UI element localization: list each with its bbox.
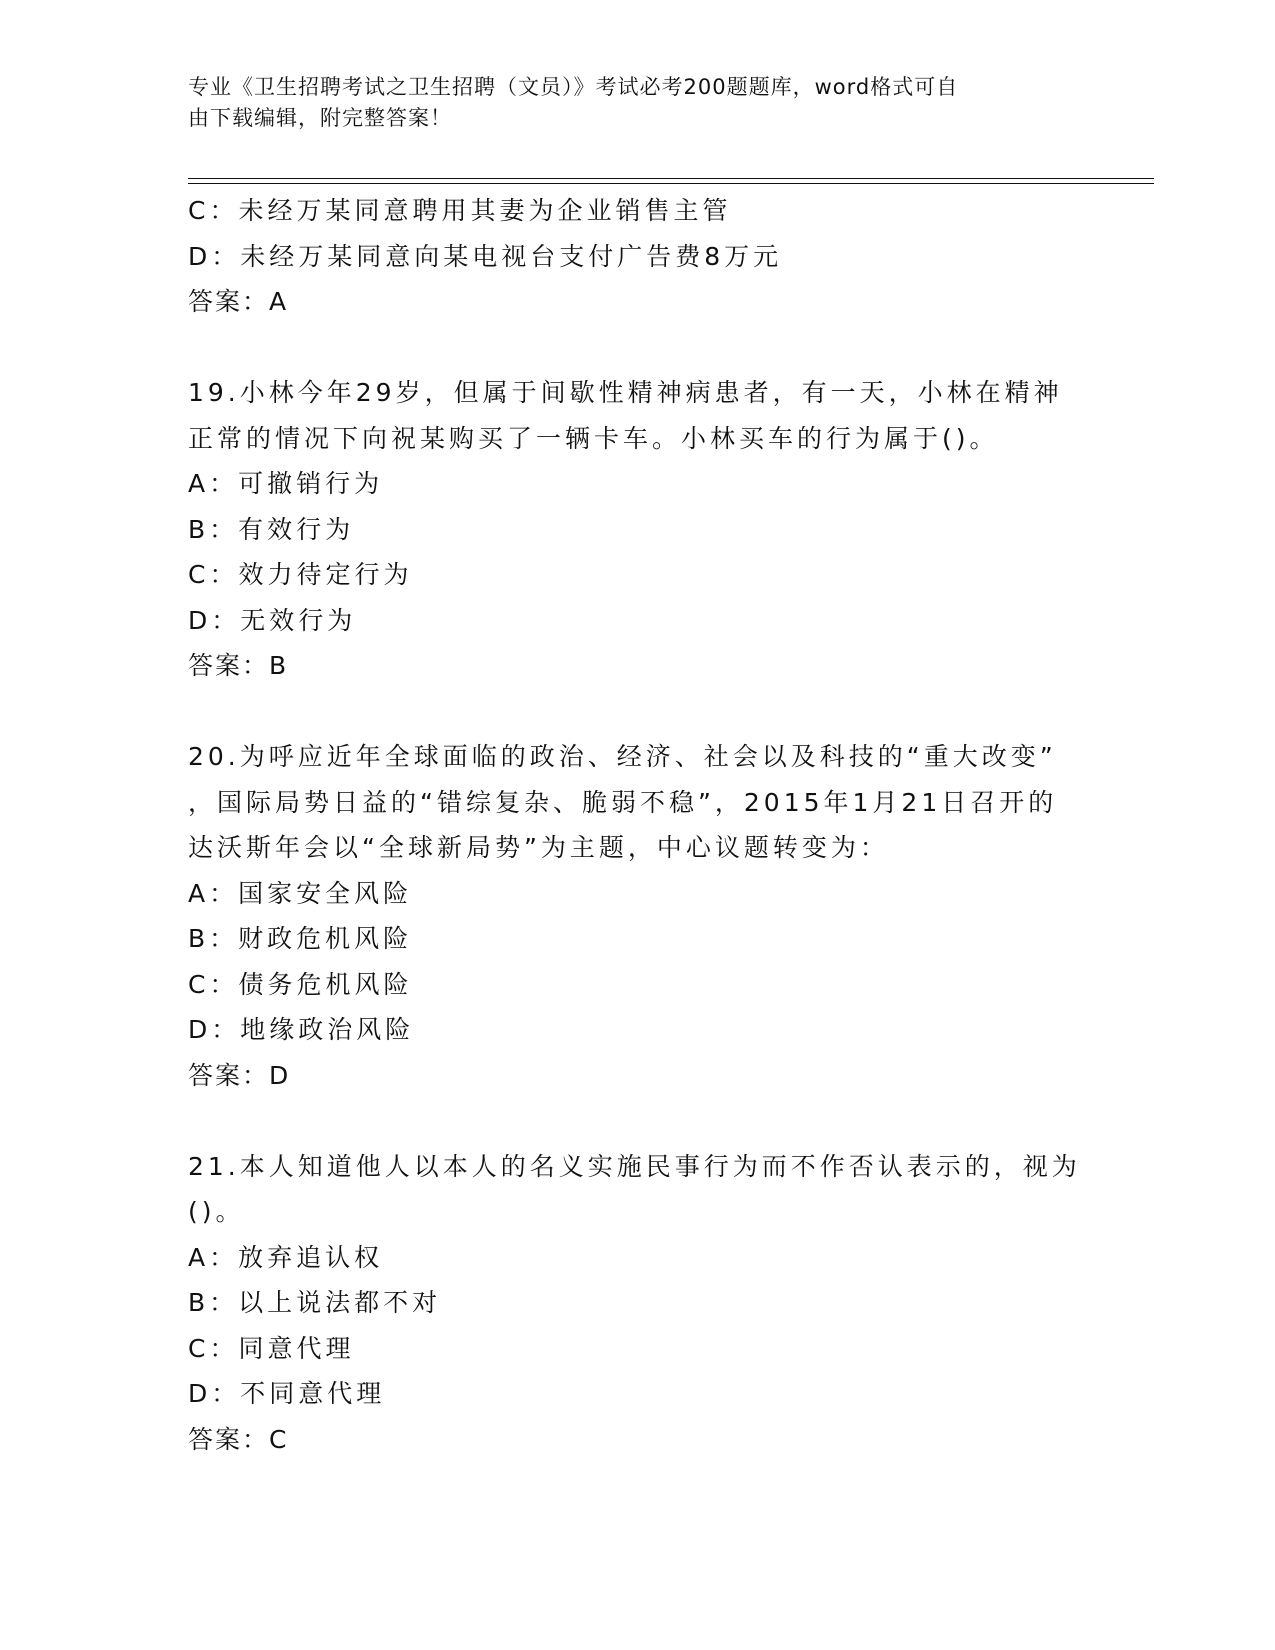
option-c: C：债务危机风险 [188,969,413,999]
spacer [188,689,1088,735]
option-d: D：地缘政治风险 [188,1015,415,1044]
option-c: C：未经万某同意聘用其妻为企业销售主管 [188,196,732,225]
option-b: B：有效行为 [188,514,355,544]
option-c: C：效力待定行为 [188,560,413,589]
option-c: C：同意代理 [188,1333,355,1363]
document-body [188,188,1088,1462]
option-a: A：国家安全风险 [188,878,413,908]
option-a: A：放弃追认权 [188,1242,384,1272]
option-a: A：可撤销行为 [188,469,384,498]
question-stem-line: 正常的情况下向祝某购买了一辆卡车。小林买车的行为属于()。 [188,423,999,453]
header-rule-top [188,178,1154,179]
option-b: B：财政危机风险 [188,924,413,953]
question-20 [188,734,1088,1098]
spacer [188,325,1088,371]
option-b: B：以上说法都不对 [188,1288,442,1317]
question-stem-line: 20.为呼应近年全球面临的政治、经济、社会以及科技的“重大改变” [188,742,1057,771]
question-stem-line: 19.小林今年29岁，但属于间歇性精神病患者，有一天，小林在精神 [188,378,1063,407]
header-line-1: 专业《卫生招聘考试之卫生招聘（文员）》考试必考200题题库，word格式可自 [188,75,959,99]
spacer [188,1098,1088,1144]
header-line-2: 由下载编辑，附完整答案！ [188,106,452,130]
answer-line: 答案：B [188,651,289,680]
question-stem-line: ，国际局势日益的“错综复杂、脆弱不稳”，2015年1月21日召开的 [188,787,1058,817]
question-stem-line: ()。 [188,1197,245,1226]
document-header [188,72,1068,134]
option-d: D：无效行为 [188,605,357,635]
header-rule-bottom [188,183,1154,184]
question-18-continued [188,188,1088,325]
answer-line: 答案：D [188,1060,291,1090]
question-21 [188,1144,1088,1463]
question-stem-line: 21.本人知道他人以本人的名义实施民事行为而不作否认表示的，视为 [188,1151,1081,1181]
answer-line: 答案：A [188,287,289,316]
answer-line: 答案：C [188,1424,289,1454]
question-19 [188,370,1088,689]
option-d: D：不同意代理 [188,1379,386,1408]
option-d: D：未经万某同意向某电视台支付广告费8万元 [188,241,783,271]
question-stem-line: 达沃斯年会以“全球新局势”为主题，中心议题转变为： [188,833,889,862]
